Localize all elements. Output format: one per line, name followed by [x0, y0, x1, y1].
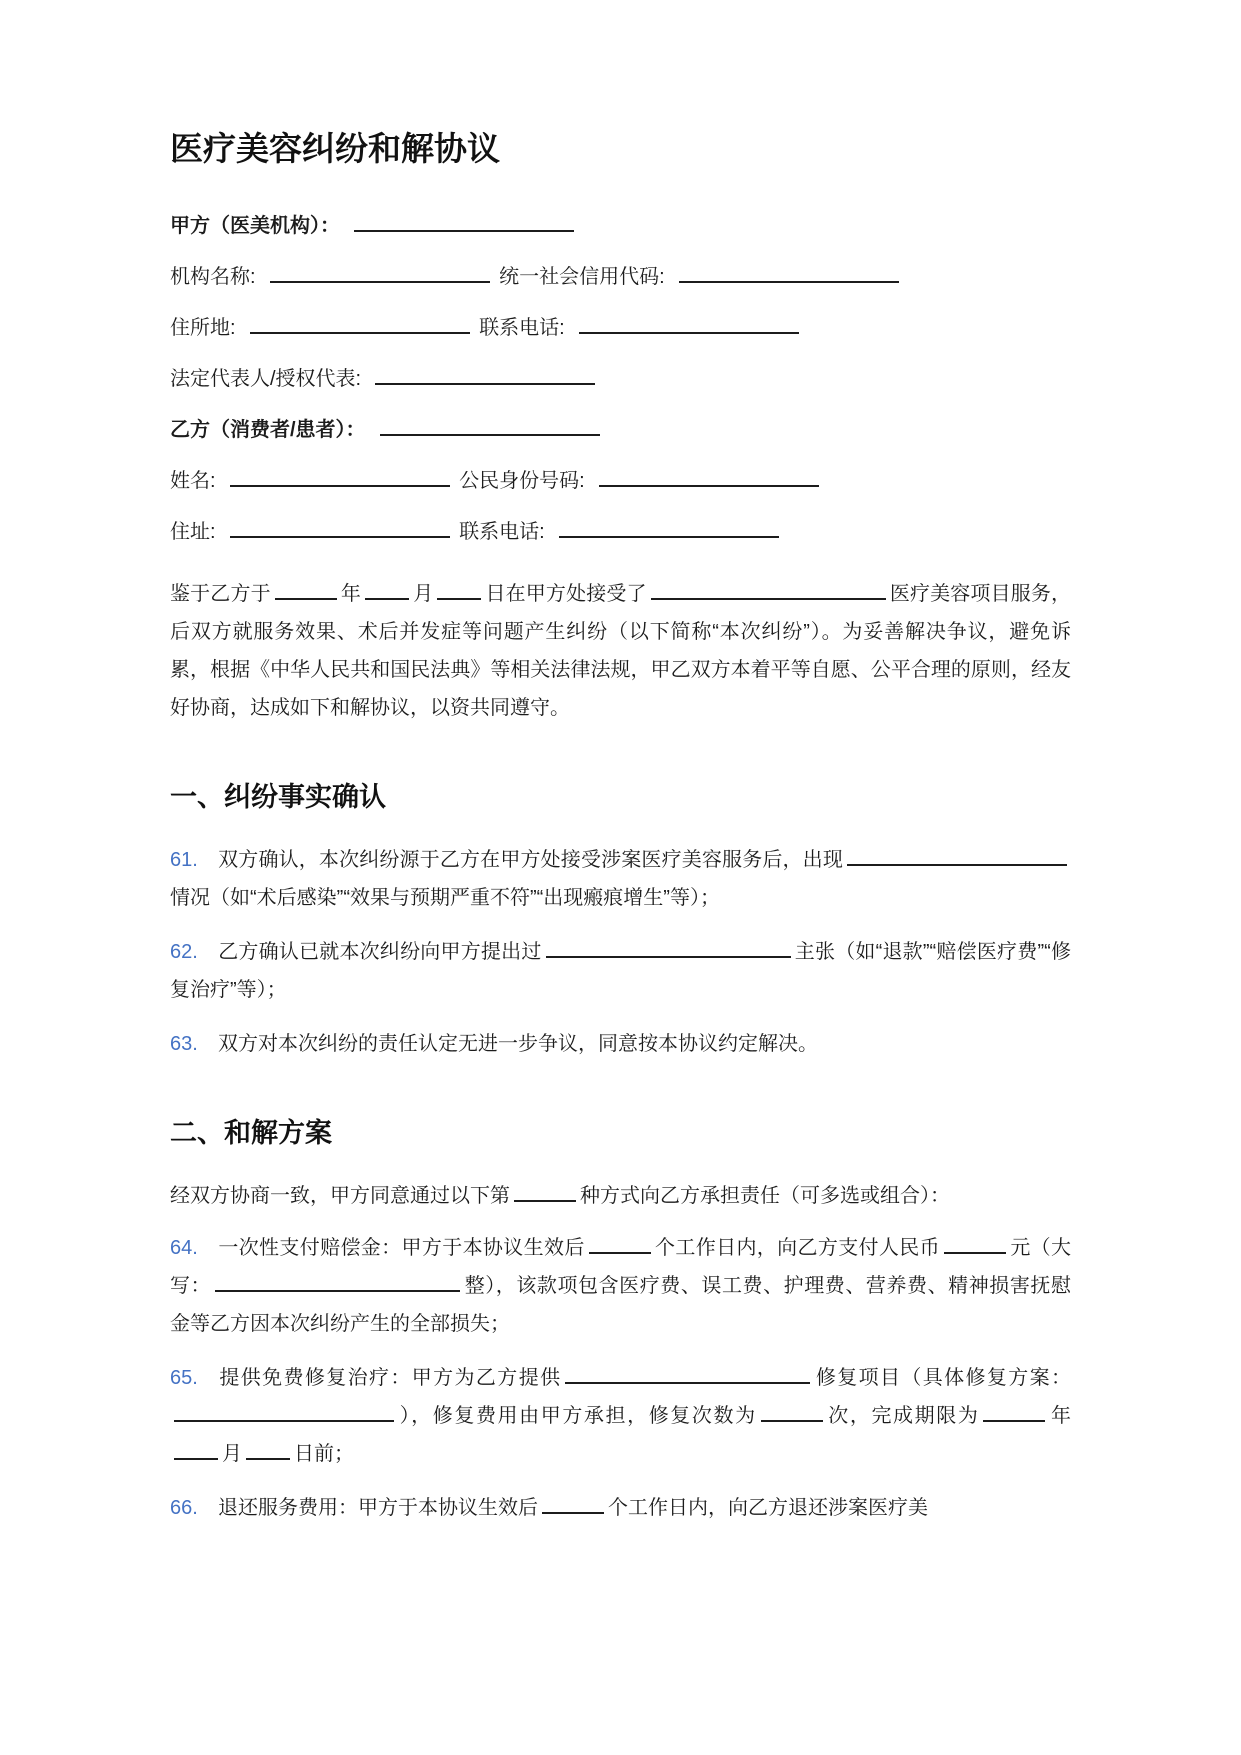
- blank-line: [847, 842, 1067, 866]
- intro-text: 经双方协商一致，甲方同意通过以下第: [170, 1185, 510, 1207]
- preamble-text: 鉴于乙方于: [170, 583, 271, 605]
- id-number-label: 公民身份号码:: [459, 470, 585, 492]
- item-number: 62.: [170, 941, 198, 963]
- blank-line: [651, 576, 886, 600]
- item-text: 一次性支付赔偿金：甲方于本协议生效后: [218, 1237, 585, 1259]
- section-1-heading: 一、纠纷事实确认: [170, 782, 386, 812]
- blank-line: [380, 412, 600, 436]
- list-item-63: [170, 1025, 1071, 1063]
- blank-line: [174, 1398, 394, 1422]
- doc-title: 医疗美容纠纷和解协议: [170, 130, 500, 167]
- blank-line: [375, 361, 595, 385]
- item-text: 月: [222, 1443, 242, 1465]
- blank-line: [589, 1230, 651, 1254]
- address-label: 住所地:: [170, 317, 236, 339]
- residence-label: 住址:: [170, 521, 216, 543]
- legal-rep-label: 法定代表人/授权代表:: [170, 368, 362, 390]
- item-text: 个工作日内，向乙方支付人民币: [654, 1237, 940, 1259]
- item-text: 元（大写：: [170, 1237, 1072, 1297]
- blank-line: [215, 1268, 460, 1292]
- list-item-62: [170, 933, 1071, 1009]
- blank-line: [565, 1360, 810, 1384]
- phone-label: 联系电话:: [479, 317, 565, 339]
- preamble-text: 月: [413, 583, 434, 605]
- section-2-heading: 二、和解方案: [170, 1118, 332, 1148]
- blank-line: [246, 1436, 290, 1460]
- item-number: 66.: [170, 1497, 198, 1519]
- item-text: 个工作日内，向乙方退还涉案医疗美: [608, 1497, 928, 1519]
- blank-line: [579, 310, 799, 334]
- preamble-text: 年: [340, 583, 362, 605]
- party-b-label: 乙方（消费者/患者）：: [170, 419, 366, 441]
- item-text: 情况（如“术后感染”“效果与预期严重不符”“出现瘢痕增生”等）；: [170, 887, 720, 909]
- blank-line: [230, 463, 450, 487]
- item-text: 双方对本次纠纷的责任认定无进一步争议，同意按本协议约定解决。: [218, 1033, 818, 1055]
- blank-line: [542, 1490, 604, 1514]
- org-name-label: 机构名称:: [170, 266, 256, 288]
- blank-line: [944, 1230, 1006, 1254]
- party-a-block: [170, 208, 1071, 394]
- blank-line: [270, 259, 490, 283]
- blank-line: [559, 514, 779, 538]
- item-text: 双方确认，本次纠纷源于乙方在甲方处接受涉案医疗美容服务后，出现: [218, 849, 843, 871]
- blank-line: [514, 1178, 576, 1202]
- blank-line: [437, 576, 481, 600]
- intro-text: 种方式向乙方承担责任（可多选或组合）：: [580, 1185, 950, 1207]
- blank-line: [250, 310, 470, 334]
- item-text: 日前；: [294, 1443, 354, 1465]
- preamble-text: 医疗美容项目服务，后双方就服务效果、术后并发症等问题产生纠纷（以下简称“本次纠纷”）。为妥善解决争议，避免诉累，根据《中华人民共和国民法典》等相关法律法规，甲乙双方本着平等自愿、公平合理的原则，经友好协商，达成如下和解协议，以资共同遵守。: [170, 583, 1072, 719]
- item-text: 退还服务费用：甲方于本协议生效后: [218, 1497, 538, 1519]
- item-text: 次，完成期限为: [826, 1405, 980, 1427]
- name-label: 姓名:: [170, 470, 216, 492]
- phone-label: 联系电话:: [459, 521, 545, 543]
- item-text: ），修复费用由甲方承担，修复次数为: [398, 1405, 757, 1427]
- blank-line: [546, 934, 791, 958]
- credit-code-label: 统一社会信用代码:: [499, 266, 665, 288]
- item-number: 63.: [170, 1033, 198, 1055]
- list-item-64: [170, 1229, 1071, 1343]
- preamble-paragraph: [170, 575, 1071, 727]
- party-a-label: 甲方（医美机构）：: [170, 215, 340, 237]
- blank-line: [275, 576, 337, 600]
- blank-line: [174, 1436, 218, 1460]
- list-item-66: [170, 1489, 1071, 1527]
- blank-line: [983, 1398, 1045, 1422]
- blank-line: [365, 576, 409, 600]
- item-text: 提供免费修复治疗：甲方为乙方提供: [218, 1367, 562, 1389]
- party-b-block: [170, 412, 1071, 547]
- blank-line: [354, 208, 574, 232]
- section-2-intro: [170, 1177, 1071, 1215]
- item-number: 65.: [170, 1367, 198, 1389]
- item-text: 乙方确认已就本次纠纷向甲方提出过: [218, 941, 542, 963]
- blank-line: [230, 514, 450, 538]
- blank-line: [761, 1398, 823, 1422]
- preamble-text: 日在甲方处接受了: [485, 583, 647, 605]
- list-item-61: [170, 841, 1071, 917]
- item-text: 主张（如“退款”“赔偿医疗费”“修复治疗”等）；: [170, 941, 1071, 1001]
- list-item-65: [170, 1359, 1071, 1473]
- item-text: 修复项目（具体修复方案：: [814, 1367, 1072, 1389]
- item-number: 61.: [170, 849, 198, 871]
- blank-line: [679, 259, 899, 283]
- item-number: 64.: [170, 1237, 198, 1259]
- item-text: 年: [1049, 1405, 1072, 1427]
- item-text: 整），该款项包含医疗费、误工费、护理费、营养费、精神损害抚慰金等乙方因本次纠纷产生的全部损失；: [170, 1275, 1071, 1335]
- blank-line: [599, 463, 819, 487]
